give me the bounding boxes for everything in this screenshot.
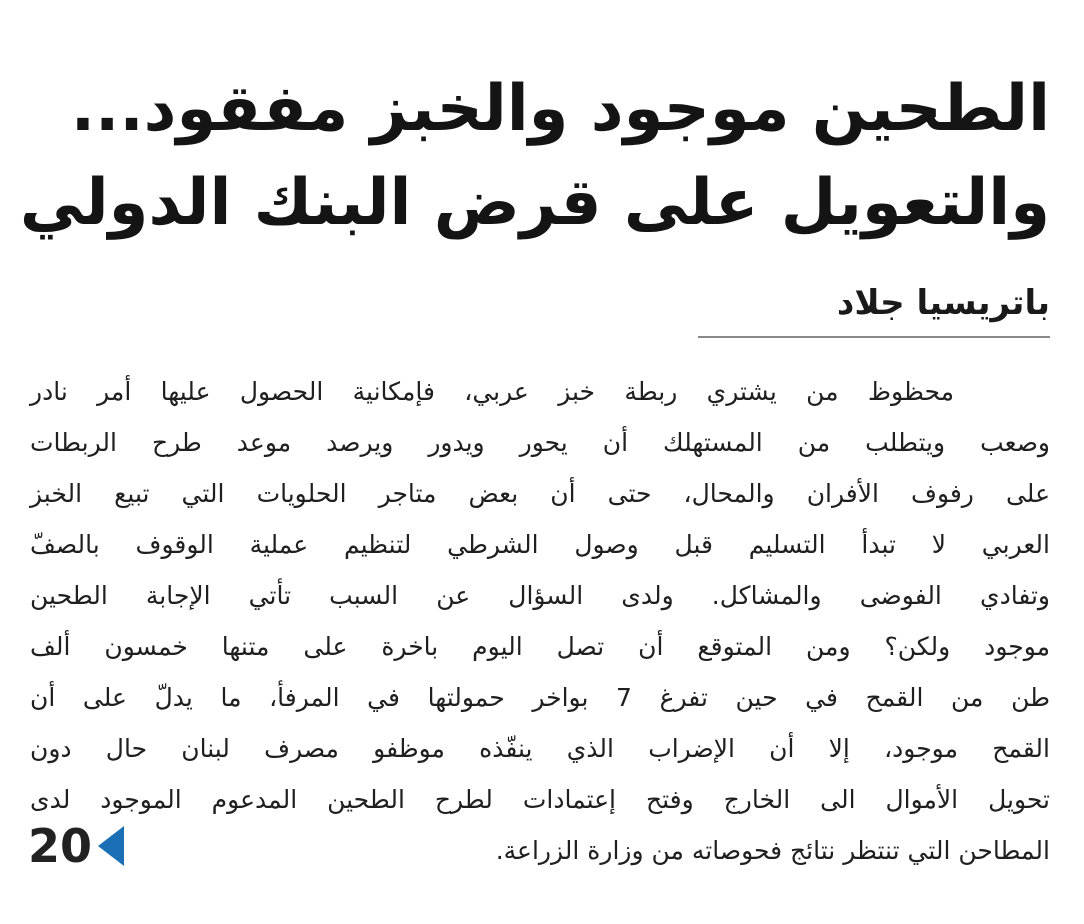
article-body (30, 366, 1050, 876)
body-line: طن من القمح في حين تفرغ 7 بواخر حمولتها في المرفأ، ما يدلّ على أن (30, 683, 1051, 712)
body-line: تحويل الأموال الى الخارج وفتح إعتمادات لطرح الطحين المدعوم الموجود لدى (30, 785, 1050, 814)
body-line: القمح موجود، إلا أن الإضراب الذي ينفّذه موظفو مصرف لبنان حال دون (30, 734, 1050, 763)
body-line: محظوظ من يشتري ربطة خبز عربي، فإمكانية الحصول عليها أمر نادر (30, 377, 954, 406)
body-line: العربي لا تبدأ التسليم قبل وصول الشرطي لتنظيم عملية الوقوف بالصفّ (30, 530, 1050, 559)
left-triangle-icon (98, 826, 124, 866)
headline-line-1: الطحين موجود والخبز مفقود... (70, 72, 1050, 146)
body-line: موجود ولكن؟ ومن المتوقع أن تصل اليوم باخرة على متنها خمسون ألف (30, 632, 1050, 661)
body-line: المطاحن التي تنتظر نتائج فحوصاته من وزارة الزراعة. (495, 836, 1050, 865)
headline (19, 62, 1050, 250)
headline-line-2: والتعويل على قرض البنك الدولي (19, 166, 1050, 240)
body-line: على رفوف الأفران والمحال، حتى أن بعض متاجر الحلويات التي تبيع الخبز (30, 479, 1050, 508)
byline-divider (698, 336, 1050, 338)
page-number: 20 (28, 819, 93, 873)
body-line: وتفادي الفوضى والمشاكل. ولدى السؤال عن السبب تأتي الإجابة الطحين (30, 581, 1050, 610)
page-marker (28, 818, 124, 874)
body-line: وصعب ويتطلب من المستهلك أن يحور ويدور ويرصد موعد طرح الربطات (30, 428, 1050, 457)
byline-author: باتريسيا جلاد (836, 283, 1050, 323)
